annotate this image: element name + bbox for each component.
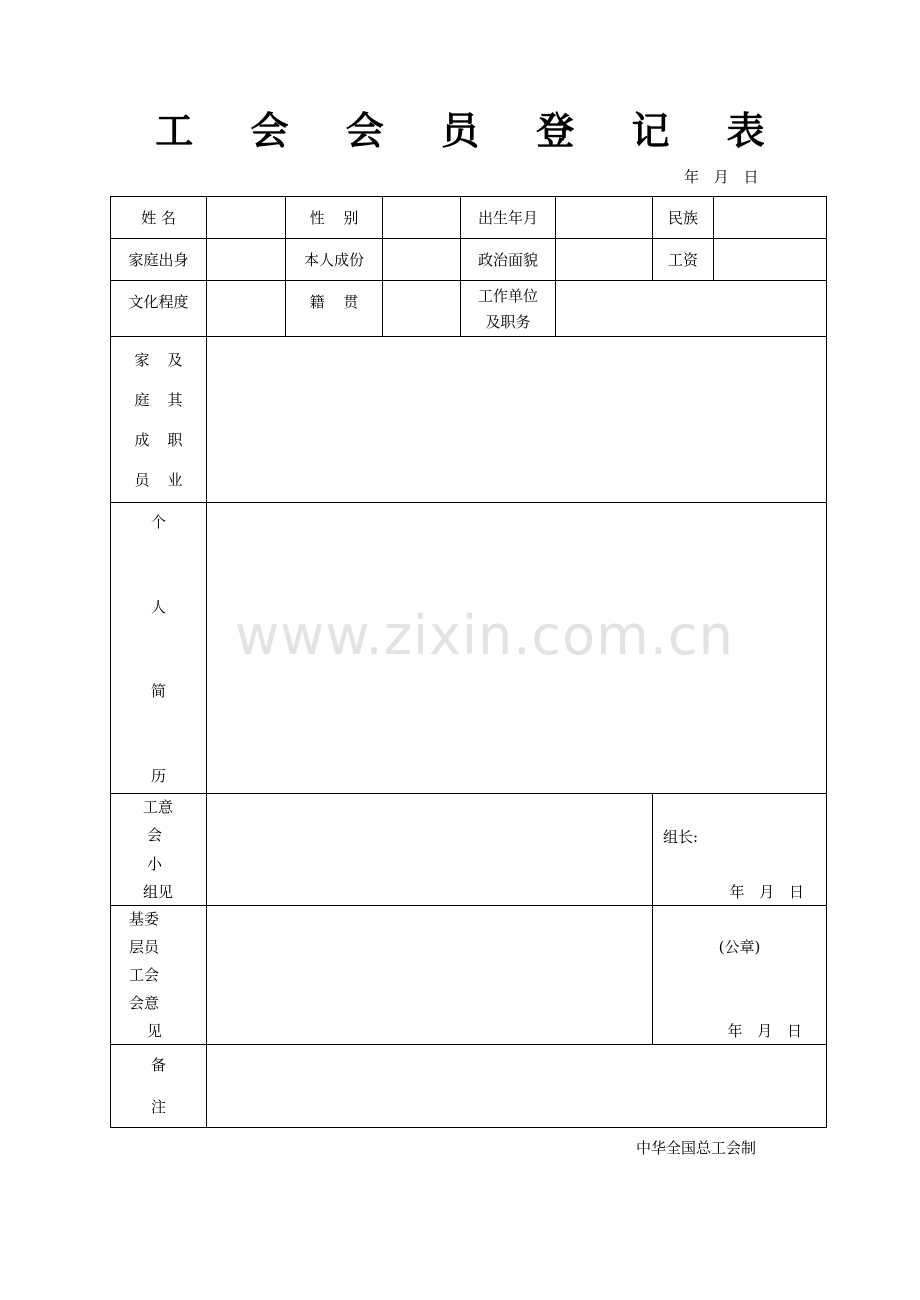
label-group-opinion (111, 794, 207, 906)
label-family-origin: 家庭出身 (111, 239, 207, 281)
field-family-members[interactable] (207, 337, 827, 503)
family-char: 员 (134, 470, 150, 489)
resume-char: 简 (150, 682, 166, 701)
label-name: 姓 名 (111, 197, 207, 239)
family-char: 业 (167, 470, 183, 489)
group-opinion-date: 年 月 日 (729, 883, 805, 901)
group-opinion-line: 会 (147, 826, 163, 845)
base-opinion-line: 会意 (129, 994, 160, 1012)
field-work-unit[interactable] (556, 281, 827, 337)
resume-char: 历 (150, 766, 166, 785)
field-native-place[interactable] (383, 281, 461, 337)
group-leader-label: 组长: (663, 828, 699, 846)
label-native-place: 籍 贯 (286, 281, 383, 337)
field-resume[interactable] (207, 503, 827, 794)
base-opinion-line: 见 (147, 1022, 163, 1040)
field-birth-date[interactable] (556, 197, 653, 239)
field-remarks[interactable] (207, 1045, 827, 1128)
label-education: 文化程度 (111, 281, 207, 337)
base-opinion-date: 年 月 日 (727, 1022, 803, 1040)
label-ethnicity: 民族 (653, 197, 714, 239)
base-opinion-line: 层员 (129, 938, 160, 956)
footer-issuer: 中华全国总工会制 (636, 1139, 757, 1157)
label-personal-status: 本人成份 (286, 239, 383, 281)
remarks-char: 注 (150, 1098, 166, 1116)
remarks-char: 备 (150, 1056, 166, 1074)
label-political-status: 政治面貌 (461, 239, 556, 281)
group-opinion-line: 小 (147, 854, 163, 873)
label-birth-date: 出生年月 (461, 197, 556, 239)
label-gender: 性 别 (286, 197, 383, 239)
field-base-opinion[interactable] (207, 906, 653, 1045)
group-opinion-line: 工意 (143, 798, 174, 816)
label-resume (111, 503, 207, 794)
field-education[interactable] (207, 281, 286, 337)
family-char: 成 (134, 430, 150, 449)
field-personal-status[interactable] (383, 239, 461, 281)
family-char: 其 (167, 390, 183, 409)
page-title: 工 会 会 员 登 记 表 (155, 108, 787, 153)
label-salary: 工资 (653, 239, 714, 281)
field-group-opinion[interactable] (207, 794, 653, 906)
family-char: 庭 (134, 390, 150, 409)
label-family-members (111, 337, 207, 503)
work-unit-line1: 工作单位 (477, 286, 538, 305)
field-name[interactable] (207, 197, 286, 239)
group-opinion-line: 组见 (143, 882, 174, 901)
field-family-origin[interactable] (207, 239, 286, 281)
base-opinion-line: 工会 (129, 966, 160, 984)
field-salary[interactable] (714, 239, 827, 281)
base-signature-cell (653, 906, 827, 1045)
field-ethnicity[interactable] (714, 197, 827, 239)
family-char: 职 (167, 430, 183, 449)
group-signature-cell (653, 794, 827, 906)
label-base-opinion (111, 906, 207, 1045)
field-gender[interactable] (383, 197, 461, 239)
registration-form (110, 196, 827, 1128)
label-remarks (111, 1045, 207, 1128)
label-work-unit (461, 281, 556, 337)
header-date: 年 月 日 (684, 168, 759, 186)
field-political-status[interactable] (556, 239, 653, 281)
base-opinion-line: 基委 (129, 910, 160, 928)
resume-char: 人 (150, 597, 166, 616)
official-seal-label: (公章) (718, 938, 761, 956)
watermark: www.zixin.com.cn (235, 604, 734, 667)
work-unit-line2: 及职务 (485, 312, 531, 331)
family-char: 家 (134, 350, 150, 369)
family-char: 及 (167, 350, 183, 369)
resume-char: 个 (150, 513, 166, 531)
